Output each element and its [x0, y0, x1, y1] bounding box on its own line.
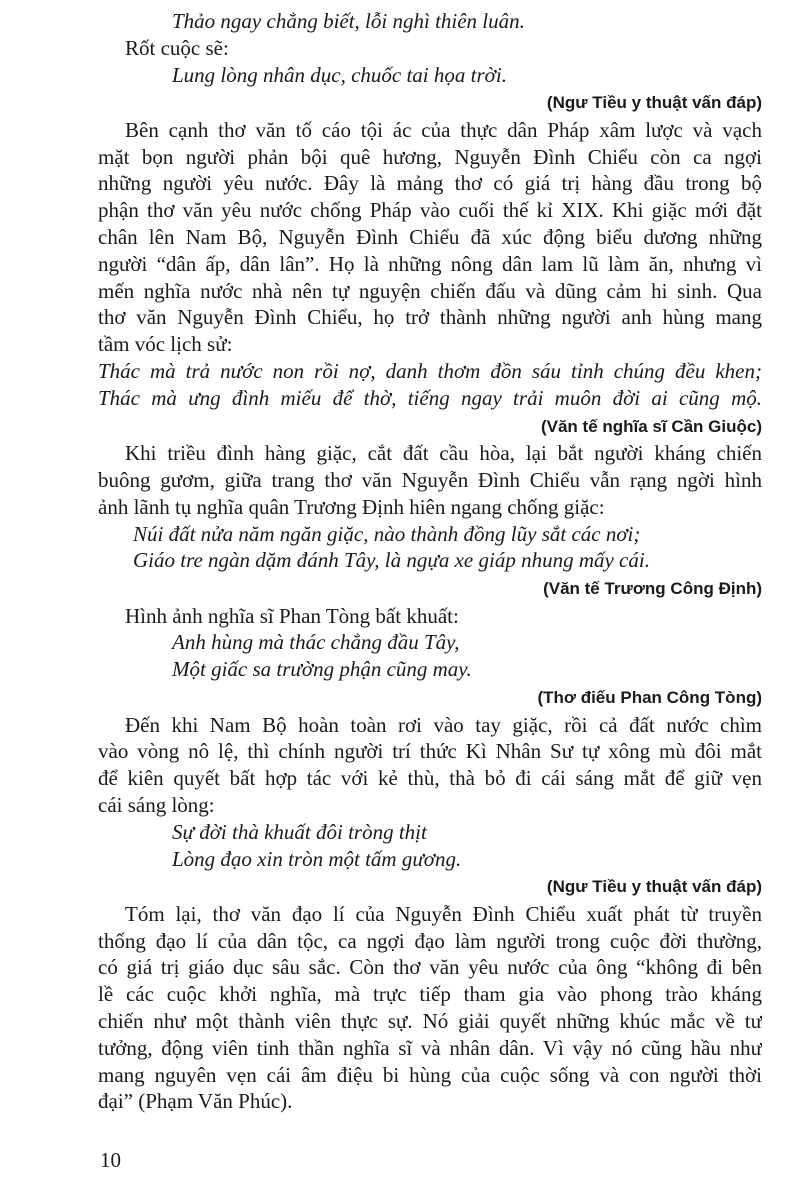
text-line: buông gươm, giữa trang thơ văn Nguyễn Đình Chiểu vẫn rạng ngời hình [98, 467, 762, 492]
text-line: phận thơ văn yêu nước chống Pháp vào cuối thế kỉ XIX. Khi giặc mới đặt [98, 198, 762, 223]
text-line: đại” (Phạm Văn Phúc). [98, 1089, 293, 1114]
source-citation: (Văn tế nghĩa sĩ Cần Giuộc) [540, 416, 762, 436]
text-line: chiến như một thành viên thực sự. Nó giải quyết những khúc mắc về tư [98, 1009, 762, 1033]
verse-line: Lòng đạo xin tròn một tấm gương. [172, 846, 462, 871]
text-line: Đến khi Nam Bộ hoàn toàn rơi vào tay giặc, rồi cả đất nước chìm [125, 712, 762, 737]
verse-line: Núi đất nửa năm ngăn giặc, nào thành đồng lũy sắt các nơi; [133, 521, 641, 546]
verse-line: Thác mà ưng đình miếu để thờ, tiếng ngay trải muôn đời ai cũng mộ. [98, 385, 762, 410]
source-citation: (Thơ điếu Phan Công Tòng) [537, 688, 762, 708]
text-line: vào vòng nô lệ, thì chính người trí thức Kì Nhân Sư tự xông mù đôi mắt [98, 739, 762, 764]
text-line: tầm vóc lịch sử: [98, 332, 233, 357]
page-number: 10 [100, 1148, 121, 1172]
text-line: Hình ảnh nghĩa sĩ Phan Tòng bất khuất: [125, 603, 459, 628]
source-citation: (Ngư Tiều y thuật vấn đáp) [546, 93, 762, 113]
text-line: ảnh lãnh tụ nghĩa quân Trương Định hiên ngang chống giặc: [98, 494, 605, 519]
verse-line: Thác mà trả nước non rồi nợ, danh thơm đồn sáu tỉnh chúng đều khen; [98, 359, 762, 384]
text-line: chân lên Nam Bộ, Nguyễn Đình Chiểu đã xúc động biểu dương những [98, 225, 762, 250]
text-line: mến nghĩa nước nhà nên tự nguyện chiến đấu và dũng cảm hi sinh. Qua [98, 278, 762, 303]
text-line: tưởng, động viên tinh thần nghĩa sĩ và nhân dân. Vì vậy nó cũng hầu như [98, 1035, 762, 1060]
verse-line: Giáo tre ngàn dặm đánh Tây, là ngựa xe giáp nhung mấy cái. [133, 548, 650, 573]
text-line: những người yêu nước. Đây là mảng thơ có giá trị hàng đầu trong bộ [98, 171, 762, 196]
text-line: thơ văn Nguyễn Đình Chiểu, họ trở thành những người anh hùng mang [98, 305, 762, 330]
text-line: mang nguyên vẹn cái âm điệu bi hùng của cuộc sống và con người thời [98, 1062, 762, 1087]
paragraph [98, 901, 762, 1115]
text-line: để kiên quyết bất hợp tác với kẻ thù, thà bỏ đi cái sáng mắt để giữ vẹn [98, 766, 762, 791]
verse-line: Một giấc sa trường phận cũng may. [172, 657, 472, 682]
text-line: người “dân ấp, dân lân”. Họ là những nông dân lam lũ làm ăn, nhưng vì [98, 251, 762, 276]
text-line: Khi triều đình hàng giặc, cắt đất cầu hòa, lại bắt người kháng chiến [125, 441, 762, 466]
source-citation: (Văn tế Trương Công Định) [543, 579, 762, 599]
verse-line: Thảo ngay chẳng biết, lỗi nghì thiên luân. [172, 9, 525, 33]
paragraph [98, 440, 762, 520]
text-line: Bên cạnh thơ văn tố cáo tội ác của thực dân Pháp xâm lược và vạch [125, 117, 762, 142]
paragraph [98, 712, 762, 819]
source-citation: (Ngư Tiều y thuật vấn đáp) [546, 877, 762, 897]
paragraph [98, 117, 762, 358]
text-line: Tóm lại, thơ văn đạo lí của Nguyễn Đình Chiểu xuất phát từ truyền [125, 901, 762, 926]
text-line: Rốt cuộc sẽ: [125, 35, 229, 60]
text-line: lề các cuộc khởi nghĩa, mà trực tiếp tham gia vào phong trào kháng [98, 982, 762, 1007]
verse-line: Lung lòng nhân dục, chuốc tai họa trời. [172, 62, 507, 87]
document-page [98, 8, 762, 1115]
text-line: có giá trị giáo dục sâu sắc. Còn thơ văn yêu nước của ông “không đi bên [98, 955, 762, 980]
text-line: mặt bọn người phản bội quê hương, Nguyễn Đình Chiểu còn ca ngợi [98, 144, 762, 169]
text-line: cái sáng lòng: [98, 792, 215, 817]
text-line: thống đạo lí của dân tộc, ca ngợi đạo làm người trong cuộc đời thường, [98, 928, 762, 953]
verse-line: Anh hùng mà thác chẳng đầu Tây, [172, 630, 460, 655]
verse-line: Sự đời thà khuất đôi tròng thịt [172, 819, 427, 844]
